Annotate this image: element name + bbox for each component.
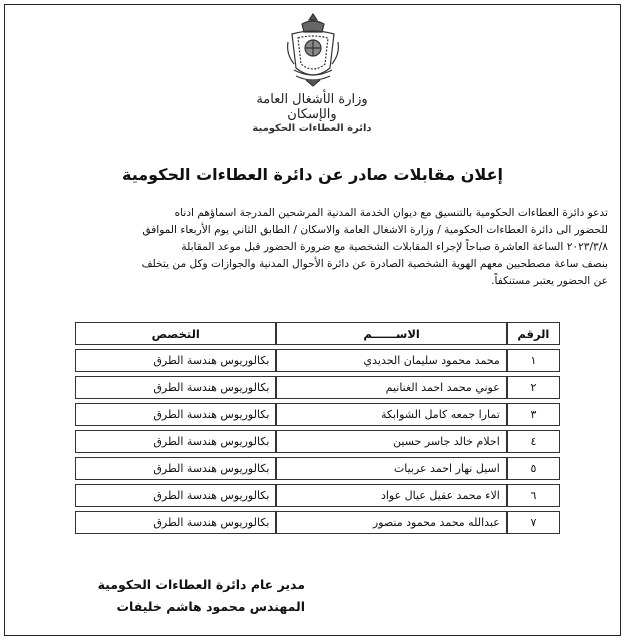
table-row (75, 457, 560, 480)
row-number: ٣ (507, 403, 560, 426)
row-number: ٤ (507, 430, 560, 453)
signature-name: المهندس محمود هاشم خليفات (116, 599, 305, 614)
candidates-table (75, 318, 560, 538)
candidate-name: محمد محمود سليمان الحديدي (276, 349, 506, 372)
table-row (75, 349, 560, 372)
table-header-row (75, 322, 560, 345)
row-number: ٦ (507, 484, 560, 507)
candidate-name: تمارا جمعه كامل الشوابكة (276, 403, 506, 426)
body-line: ٢٠٢٣/٣/٨ الساعة العاشرة صباحاً لإجراء المقابلات الشخصية مع ضرورة الحضور قبل موعد المقابلة (181, 241, 608, 253)
candidate-specialization: بكالوريوس هندسة الطرق (75, 511, 276, 534)
announcement-body (18, 205, 608, 290)
table-row (75, 376, 560, 399)
candidate-specialization: بكالوريوس هندسة الطرق (75, 457, 276, 480)
candidate-name: عبدالله محمد محمود منصور (276, 511, 506, 534)
candidate-specialization: بكالوريوس هندسة الطرق (75, 403, 276, 426)
candidate-specialization: بكالوريوس هندسة الطرق (75, 349, 276, 372)
candidate-name: الاء محمد عقيل عيال عواد (276, 484, 506, 507)
body-line: بنصف ساعة مصطحبين معهم الهوية الشخصية الصادرة عن دائرة الأحوال المدنية والجوازات وكل من يتخلف (141, 258, 608, 270)
candidate-specialization: بكالوريوس هندسة الطرق (75, 484, 276, 507)
table-row (75, 430, 560, 453)
candidate-specialization: بكالوريوس هندسة الطرق (75, 430, 276, 453)
row-number: ٢ (507, 376, 560, 399)
column-header-specialization: التخصص (75, 322, 276, 345)
candidate-name: عوني محمد احمد الغنانيم (276, 376, 506, 399)
announcement-title: إعلان مقابلات صادر عن دائرة العطاءات الحكومية (122, 165, 503, 184)
table-row (75, 511, 560, 534)
body-line: تدعو دائرة العطاءات الحكومية بالتنسيق مع ديوان الخدمة المدنية المرشحين المدرجة اسماؤهم ادناه (174, 207, 608, 219)
body-line: للحضور الى دائرة العطاءات الحكومية / وزارة الاشغال العامة والاسكان / الطابق الثاني يوم الأربعاء الموافق (142, 224, 608, 236)
row-number: ١ (507, 349, 560, 372)
coat-of-arms-icon (284, 12, 342, 88)
row-number: ٧ (507, 511, 560, 534)
candidate-name: احلام خالد جاسر حسين (276, 430, 506, 453)
column-header-number: الرقم (507, 322, 560, 345)
ministry-name: وزارة الأشغال العامة والإسكان (256, 92, 368, 122)
row-number: ٥ (507, 457, 560, 480)
candidate-name: اسيل نهار احمد عربيات (276, 457, 506, 480)
table-row (75, 484, 560, 507)
table-row (75, 403, 560, 426)
department-name: دائرة العطاءات الحكومية (252, 123, 372, 134)
body-line: عن الحضور يعتبر مستنكفاً. (491, 275, 608, 287)
candidate-specialization: بكالوريوس هندسة الطرق (75, 376, 276, 399)
signature-title: مدير عام دائرة العطاءات الحكومية (97, 577, 305, 592)
column-header-name: الاســــــم (276, 322, 506, 345)
